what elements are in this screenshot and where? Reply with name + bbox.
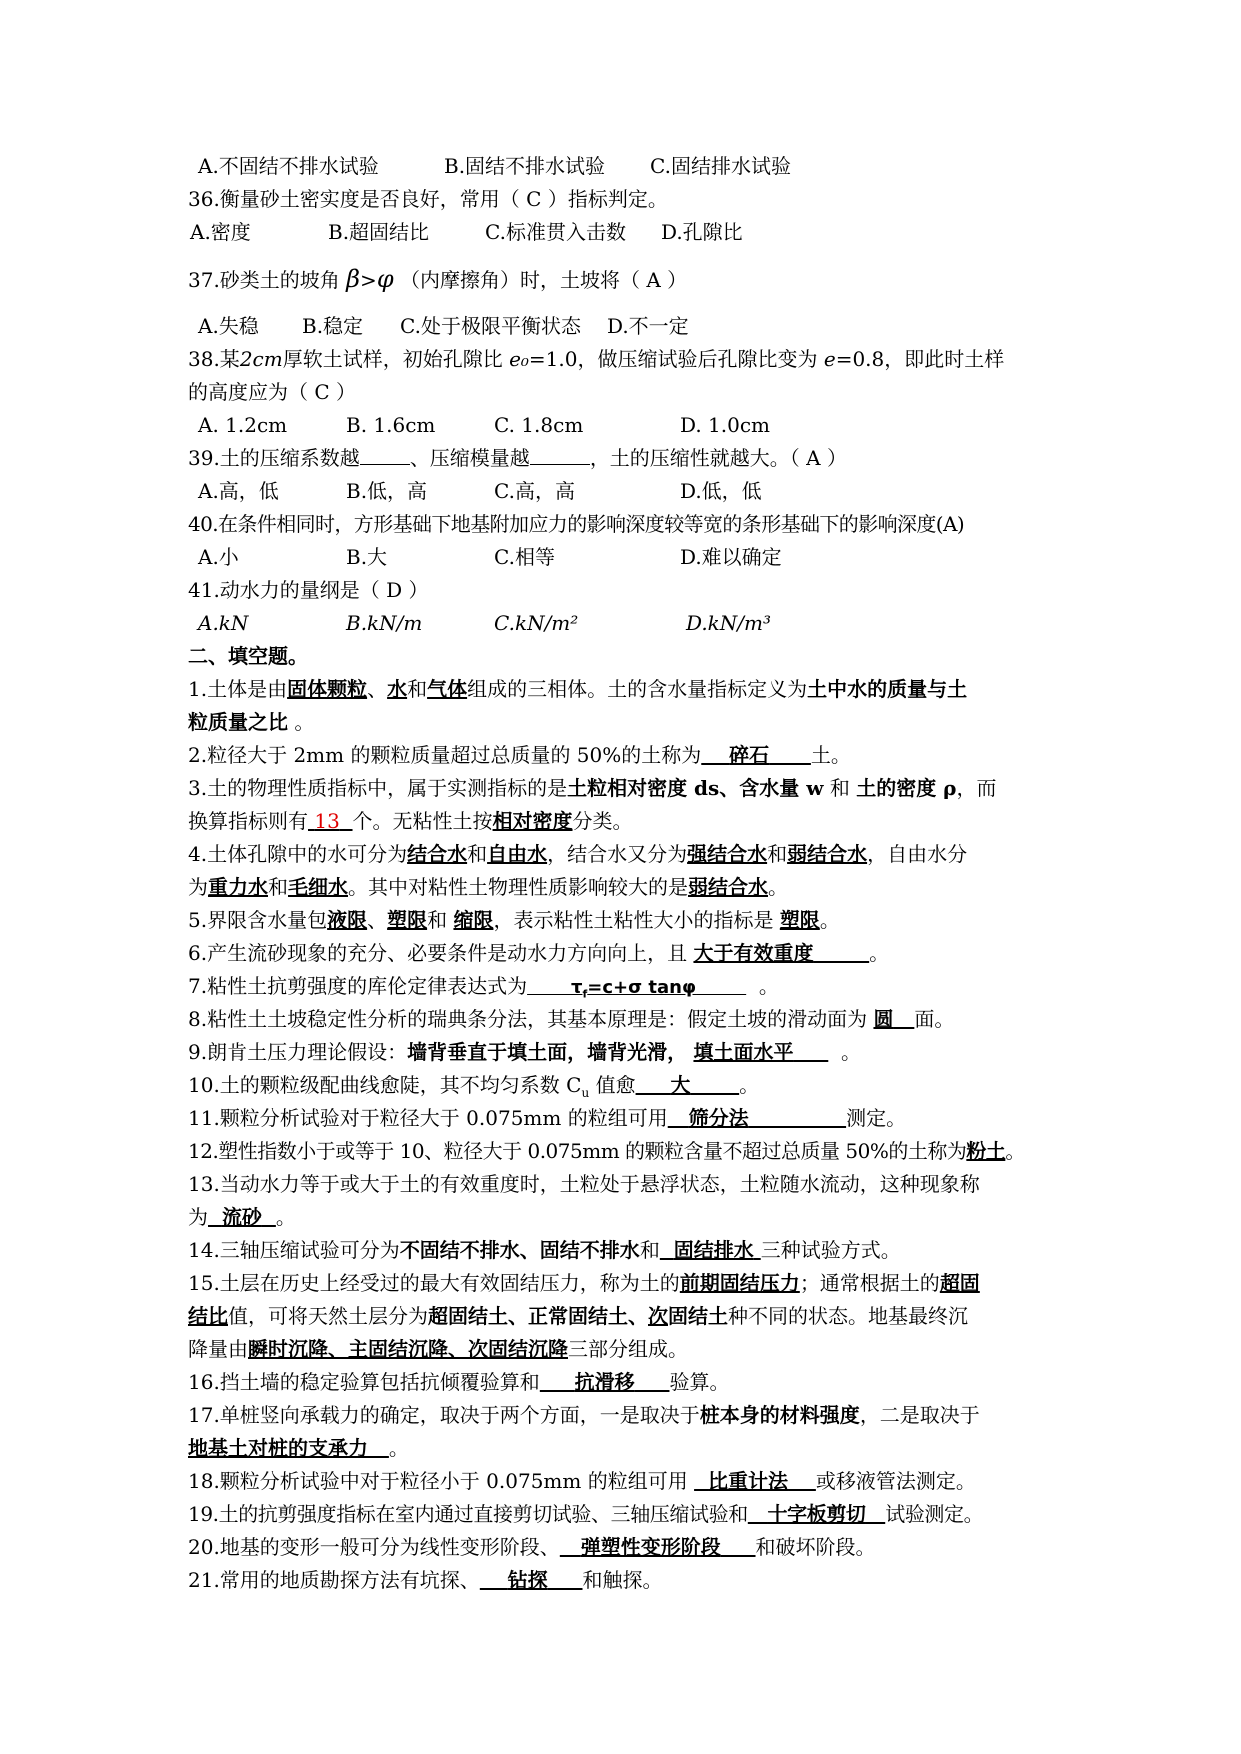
f4-text-g: 和 [268, 875, 288, 899]
fill-1-line1 [188, 673, 1068, 706]
f4-text-b: 和 [467, 842, 488, 866]
q39-option-b: B.低，高 [346, 479, 428, 503]
fill-1-line2 [188, 706, 1068, 739]
f16-answer-text: 抗滑移 [574, 1370, 635, 1394]
fill-10 [188, 1069, 1068, 1102]
q41-option-b: B.kN/m [346, 611, 423, 635]
f3-text-e: 个。无粘性土按 [352, 809, 493, 833]
f5-text-c: 和 [427, 908, 454, 932]
q37-option-d: D.不一定 [607, 314, 689, 338]
q40-option-b: B.大 [346, 545, 388, 569]
f7-answer [527, 977, 746, 1001]
f4-text-c: ，结合水又分为 [547, 842, 688, 866]
f3-answer-3 [308, 809, 353, 833]
fill-15-line2 [188, 1300, 1068, 1333]
f4-text-i: 。 [768, 875, 788, 899]
f2-answer [701, 743, 811, 767]
f21-answer [480, 1568, 583, 1592]
f20-text-a: 20.地基的变形一般可分为线性变形阶段、 [188, 1535, 560, 1559]
f20-text-b: 和破坏阶段。 [755, 1535, 876, 1559]
f17-answer-2 [188, 1436, 389, 1460]
f20-answer-text: 弹塑性变形阶段 [580, 1535, 721, 1559]
f3-answer-4: 相对密度 [492, 809, 573, 833]
document-page [188, 150, 1068, 1597]
f20-answer [560, 1535, 756, 1559]
f15-answer-5: 固结土 [668, 1304, 728, 1328]
q37-question [188, 263, 1068, 296]
f4-text-d: 和 [767, 842, 788, 866]
f4-answer-2: 自由水 [487, 842, 548, 866]
f1-answer-1: 固体颗粒 [287, 677, 368, 701]
q38-question-line1 [188, 343, 1068, 376]
f19-answer-text: 十字板剪切 [767, 1502, 866, 1526]
f7-subscript-f: f [582, 987, 588, 1001]
q37-option-c: C.处于极限平衡状态 [400, 314, 581, 338]
f2-text-b: 土。 [810, 743, 851, 767]
fill-17-line1 [188, 1399, 1068, 1432]
f6-answer [693, 941, 869, 965]
f1-answer-3: 气体 [427, 677, 468, 701]
q37-option-a: A.失稳 [198, 314, 259, 338]
q38-e-symbol: e [823, 347, 836, 371]
q41-option-a: A.kN [198, 611, 249, 635]
phi-symbol: φ [376, 265, 394, 293]
q38-option-c: C. 1.8cm [494, 413, 584, 437]
fill-13-line2 [188, 1201, 1068, 1234]
f9-answer-2-text: 填土面水平 [693, 1040, 794, 1064]
fill-14 [188, 1234, 1068, 1267]
f2-text-a: 2.粒径大于 2mm 的颗粒质量超过总质量的 50%的土称为 [188, 743, 702, 767]
f18-answer [694, 1469, 816, 1493]
f5-answer-4: 塑限 [779, 908, 820, 932]
f15-answer-1: 前期固结压力 [679, 1271, 800, 1295]
f11-answer [668, 1106, 846, 1130]
q38-e0-symbol: e₀ [509, 347, 529, 371]
f5-text-b: 、 [367, 908, 388, 932]
f7-tau-symbol: τ [570, 977, 583, 998]
f1-text-e: 。 [294, 710, 315, 734]
f13-text-c: 。 [275, 1205, 296, 1229]
f10-text-a: 10.土的颗粒级配曲线愈陡，其不均匀系数 C [188, 1073, 582, 1097]
q37-options [188, 310, 1068, 343]
f9-answer-2 [693, 1040, 828, 1064]
f3-text-d: 换算指标则有 [188, 809, 308, 833]
f5-answer-2: 塑限 [387, 908, 428, 932]
f12-answer: 粉土 [966, 1139, 1006, 1163]
fill-4-line1 [188, 838, 1068, 871]
f8-answer [873, 1007, 914, 1031]
q35-option-c: C.固结排水试验 [650, 154, 791, 178]
f10-text-b: 值愈 [595, 1073, 636, 1097]
q38-text-b: 厚软土试样，初始孔隙比 [282, 347, 503, 371]
f15-text-a: 15.土层在历史上经受过的最大有效固结压力，称为土的 [188, 1271, 680, 1295]
f10-text-c: 。 [739, 1073, 760, 1097]
f7-text-a: 7.粘性土抗剪强度的库伦定律表达式为 [188, 974, 528, 998]
f1-answer-4a: 土中水的质量与土 [807, 677, 968, 701]
f15-text-d: 种不同的状态。地基最终沉 [728, 1304, 968, 1328]
f10-answer-text: 大 [670, 1073, 691, 1097]
q37-suffix: （内摩擦角）时，土坡将（ A ） [399, 268, 688, 292]
q40-option-a: A.小 [198, 545, 239, 569]
f16-text-b: 验算。 [669, 1370, 730, 1394]
f17-text-a: 17.单桩竖向承载力的确定，取决于两个方面，一是取决于 [188, 1403, 700, 1427]
fill-11 [188, 1102, 1068, 1135]
fill-12 [188, 1135, 1068, 1168]
q40-question: 40.在条件相同时，方形基础下地基附加应力的影响深度较等宽的条形基础下的影响深度(A) [188, 512, 965, 536]
f1-answer-2: 水 [387, 677, 408, 701]
fill-7 [188, 970, 1068, 1003]
f5-text-a: 5.界限含水量包 [188, 908, 328, 932]
f4-answer-1: 结合水 [407, 842, 468, 866]
f18-text-a: 18.颗粒分析试验中对于粒径小于 0.075mm 的粒组可用 [188, 1469, 695, 1493]
q39-blank-1 [360, 442, 410, 465]
q38-question-line2: 的高度应为（ C ） [188, 380, 357, 404]
q38-text-c: =1.0，做压缩试验后孔隙比变为 [528, 347, 818, 371]
f15-text-c: 值，可将天然土层分为 [228, 1304, 428, 1328]
f17-text-b: ，二是取决于 [859, 1403, 980, 1427]
q40-option-c: C.相等 [494, 545, 555, 569]
f14-text-c: 三种试验方式。 [760, 1238, 901, 1262]
q38-text-a: 38.某 [188, 347, 240, 371]
f17-answer-1: 桩本身的材料强度 [699, 1403, 860, 1427]
q36-option-a: A.密度 [190, 220, 251, 244]
f15-answer-6: 瞬时沉降、主固结沉降、次固结沉降 [248, 1337, 568, 1361]
q35-options [188, 150, 1068, 183]
fill-9 [188, 1036, 1068, 1069]
q36-options [188, 216, 1068, 249]
fill-18 [188, 1465, 1068, 1498]
f11-text-b: 测定。 [846, 1106, 907, 1130]
f8-answer-text: 圆 [873, 1007, 894, 1031]
fill-19 [188, 1498, 1068, 1531]
q41-question: 41.动水力的量纲是（ D ） [188, 578, 429, 602]
f3-answer-3-text: 13 [314, 809, 340, 833]
q36-option-b: B.超固结比 [328, 220, 430, 244]
f16-text-a: 16.挡土墙的稳定验算包括抗倾覆验算和 [188, 1370, 540, 1394]
f1-text-c: 和 [407, 677, 428, 701]
f11-text-a: 11.颗粒分析试验对于粒径大于 0.075mm 的粒组可用 [188, 1106, 668, 1130]
f11-answer-text: 筛分法 [688, 1106, 749, 1130]
q36-question: 36.衡量砂土密实度是否良好，常用（ C ）指标判定。 [188, 187, 668, 211]
q39-options [188, 475, 1068, 508]
f12-text-a: 12.塑性指数小于或等于 10、粒径大于 0.075mm 的颗粒含量不超过总质量 50%的土称为 [188, 1139, 967, 1163]
fill-17-line2 [188, 1432, 1068, 1465]
q38-options [188, 409, 1068, 442]
q38-option-a: A. 1.2cm [198, 413, 288, 437]
f6-text-b: 。 [869, 941, 890, 965]
fill-15-line3 [188, 1333, 1068, 1366]
f1-text-b: 、 [367, 677, 388, 701]
f19-answer [748, 1502, 885, 1526]
f15-answer-2b: 结比 [188, 1304, 228, 1328]
f9-answer-1: 墙背垂直于填土面，墙背光滑， [407, 1040, 688, 1064]
f4-answer-6: 毛细水 [288, 875, 348, 899]
fill-4-line2 [188, 871, 1068, 904]
f19-text-b: 试验测定。 [885, 1502, 984, 1526]
f15-answer-3: 超固结土、正常固结土、 [428, 1304, 648, 1328]
f10-answer [636, 1073, 740, 1097]
f13-answer [208, 1205, 276, 1229]
fill-3-line1 [188, 772, 1068, 805]
q39-question [188, 442, 1068, 475]
f1-text-d: 组成的三相体。土的含水量指标定义为 [467, 677, 808, 701]
f9-text-b: 。 [841, 1040, 861, 1064]
q39-text-c: ，土的压缩性就越大。（ A ） [589, 446, 847, 470]
f15-answer-2a: 超固 [939, 1271, 980, 1295]
f5-text-e: 。 [819, 908, 840, 932]
fill-8 [188, 1003, 1068, 1036]
f5-text-d: ，表示粘性土粘性大小的指标是 [493, 908, 780, 932]
q37-prefix: 37.砂类土的坡角 [188, 268, 340, 292]
f3-text-a: 3.土的物理性质指标中，属于实测指标的是 [188, 776, 568, 800]
fill-13-line1: 13.当动水力等于或大于土的有效重度时，土粒处于悬浮状态，土粒随水流动，这种现象称 [188, 1172, 980, 1196]
f14-text-b: 和 [639, 1238, 660, 1262]
f1-answer-4b: 粒质量之比 [188, 710, 288, 734]
f3-answer-2: 土的密度 ρ [856, 776, 957, 800]
f10-subscript-u: u [581, 1086, 590, 1100]
fill-20 [188, 1531, 1068, 1564]
q39-text-b: 、压缩模量越 [409, 446, 530, 470]
f14-answer-1: 不固结不排水、固结不排水 [399, 1238, 640, 1262]
f3-text-b: 和 [829, 776, 857, 800]
greater-than-symbol: > [360, 268, 377, 292]
f4-answer-4: 弱结合水 [787, 842, 868, 866]
f15-text-f: 三部分组成。 [568, 1337, 688, 1361]
fill-2 [188, 739, 1068, 772]
q35-option-a: A.不固结不排水试验 [198, 154, 379, 178]
fill-6 [188, 937, 1068, 970]
f15-text-b: ；通常根据土的 [799, 1271, 940, 1295]
f17-answer-2-text: 地基土对桩的支承力 [188, 1436, 368, 1460]
f19-text-a: 19.土的抗剪强度指标在室内通过直接剪切试验、三轴压缩试验和 [188, 1502, 748, 1526]
f21-text-a: 21.常用的地质勘探方法有坑探、 [188, 1568, 480, 1592]
q39-text-a: 39.土的压缩系数越 [188, 446, 360, 470]
f14-answer-2 [660, 1238, 761, 1262]
f4-text-h: 。其中对粘性土物理性质影响较大的是 [348, 875, 688, 899]
f15-text-e: 降量由 [188, 1337, 248, 1361]
q41-option-d: D.kN/m³ [686, 611, 772, 635]
f15-answer-4: 次 [648, 1304, 668, 1328]
f14-answer-2-text: 固结排水 [673, 1238, 754, 1262]
f7-text-b: 。 [758, 974, 779, 998]
q38-option-d: D. 1.0cm [680, 413, 771, 437]
f12-text-b: 。 [1005, 1139, 1025, 1163]
q36-option-c: C.标准贯入击数 [485, 220, 626, 244]
f18-text-b: 或移液管法测定。 [815, 1469, 976, 1493]
f9-text-a: 9.朗肯土压力理论假设： [188, 1040, 408, 1064]
f13-text-b: 为 [188, 1205, 208, 1229]
f3-text-c: ，而 [956, 776, 997, 800]
fill-5 [188, 904, 1068, 937]
f13-answer-text: 流砂 [221, 1205, 262, 1229]
f21-answer-text: 钻探 [507, 1568, 548, 1592]
f16-answer [540, 1370, 670, 1394]
f3-answer-1: 土粒相对密度 ds、含水量 w [567, 776, 824, 800]
q39-blank-2 [530, 442, 590, 465]
q41-option-c: C.kN/m² [494, 611, 579, 635]
f4-text-a: 4.土体孔隙中的水可分为 [188, 842, 408, 866]
q40-options [188, 541, 1068, 574]
f3-text-f: 分类。 [572, 809, 633, 833]
q38-cm-value: 2cm [239, 347, 283, 371]
q38-option-b: B. 1.6cm [346, 413, 436, 437]
f1-text-a: 1.土体是由 [188, 677, 288, 701]
f5-answer-3: 缩限 [453, 908, 494, 932]
beta-symbol: β [346, 265, 361, 293]
q39-option-d: D.低，低 [680, 479, 762, 503]
fill-16 [188, 1366, 1068, 1399]
q38-text-d: =0.8，即此时土样 [835, 347, 1005, 371]
fill-21 [188, 1564, 1068, 1597]
q39-option-c: C.高，高 [494, 479, 575, 503]
f4-answer-5: 重力水 [208, 875, 268, 899]
section-2-title: 二、填空题。 [188, 644, 308, 668]
q39-option-a: A.高，低 [198, 479, 279, 503]
q40-option-d: D.难以确定 [680, 545, 782, 569]
f5-answer-1: 液限 [327, 908, 368, 932]
f4-text-e: ，自由水分 [867, 842, 968, 866]
q41-options [188, 607, 1068, 640]
q37-option-b: B.稳定 [302, 314, 364, 338]
f4-text-f: 为 [188, 875, 208, 899]
q36-option-d: D.孔隙比 [661, 220, 743, 244]
fill-15-line1 [188, 1267, 1068, 1300]
f8-text-b: 面。 [914, 1007, 955, 1031]
fill-3-line2 [188, 805, 1068, 838]
f14-text-a: 14.三轴压缩试验可分为 [188, 1238, 400, 1262]
f6-answer-text: 大于有效重度 [693, 941, 814, 965]
f7-formula: =c+σ tanφ [587, 977, 697, 998]
f18-answer-text: 比重计法 [708, 1469, 789, 1493]
q35-option-b: B.固结不排水试验 [444, 154, 606, 178]
f17-text-c: 。 [388, 1436, 409, 1460]
f2-answer-text: 碎石 [729, 743, 770, 767]
f6-text-a: 6.产生流砂现象的充分、必要条件是动水力方向向上，且 [188, 941, 694, 965]
f4-answer-3: 强结合水 [687, 842, 768, 866]
f4-answer-7: 弱结合水 [688, 875, 768, 899]
f21-text-b: 和触探。 [582, 1568, 663, 1592]
f8-text-a: 8.粘性土土坡稳定性分析的瑞典条分法，其基本原理是：假定土坡的滑动面为 [188, 1007, 874, 1031]
